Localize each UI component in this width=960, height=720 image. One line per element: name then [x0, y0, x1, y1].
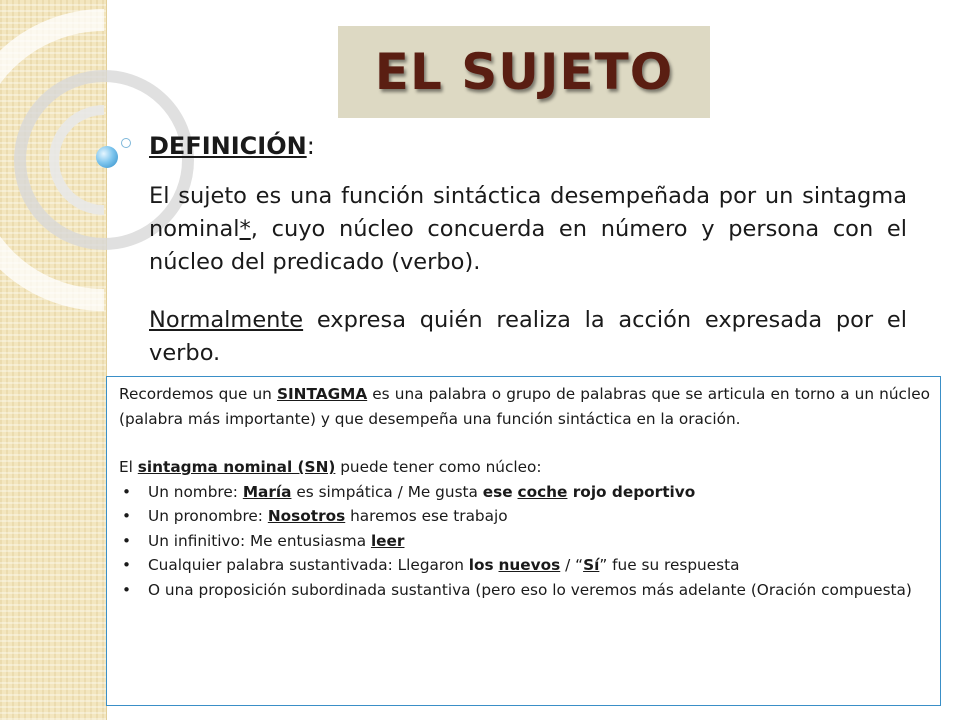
usage-paragraph: Normalmente expresa quién realiza la acción expresada por el verbo. [149, 307, 907, 366]
sintagma-note-box [106, 376, 941, 706]
definition-paragraph: El sujeto es una función sintáctica desempeñada por un sintagma nominal*, cuyo núcleo concuerda en número y persona con el núcleo del predicado (verbo). [149, 183, 907, 275]
blue-bullet-icon [96, 146, 118, 168]
sn-nucleus-list [119, 480, 930, 603]
list-item: • Un nombre: María es simpática / Me gusta ese coche rojo deportivo [122, 482, 696, 501]
slide-title: EL SUJETO [374, 43, 674, 101]
list-item: • O una proposición subordinada sustantiva (pero eso lo veremos más adelante (Oración compuesta) [122, 580, 912, 599]
list-item: • Cualquier palabra sustantivada: Llegaron los nuevos / “Sí” fue su respuesta [122, 556, 740, 574]
title-background [338, 26, 710, 118]
sintagma-definition: Recordemos que un SINTAGMA es una palabra o grupo de palabras que se articula en torno a un núcleo (palabra más importante) y que desempeña una función sintáctica en la oración. [119, 385, 930, 428]
small-ring-icon [121, 138, 131, 148]
footnote-star-link[interactable]: * [239, 216, 251, 242]
decorative-circles [0, 0, 200, 340]
list-item: • Un infinitivo: Me entusiasma leer [122, 531, 405, 550]
list-item: • Un pronombre: Nosotros haremos ese trabajo [122, 507, 508, 525]
definition-heading: DEFINICIÓN: [149, 132, 315, 160]
sn-intro: El sintagma nominal (SN) puede tener como núcleo: [119, 458, 542, 476]
